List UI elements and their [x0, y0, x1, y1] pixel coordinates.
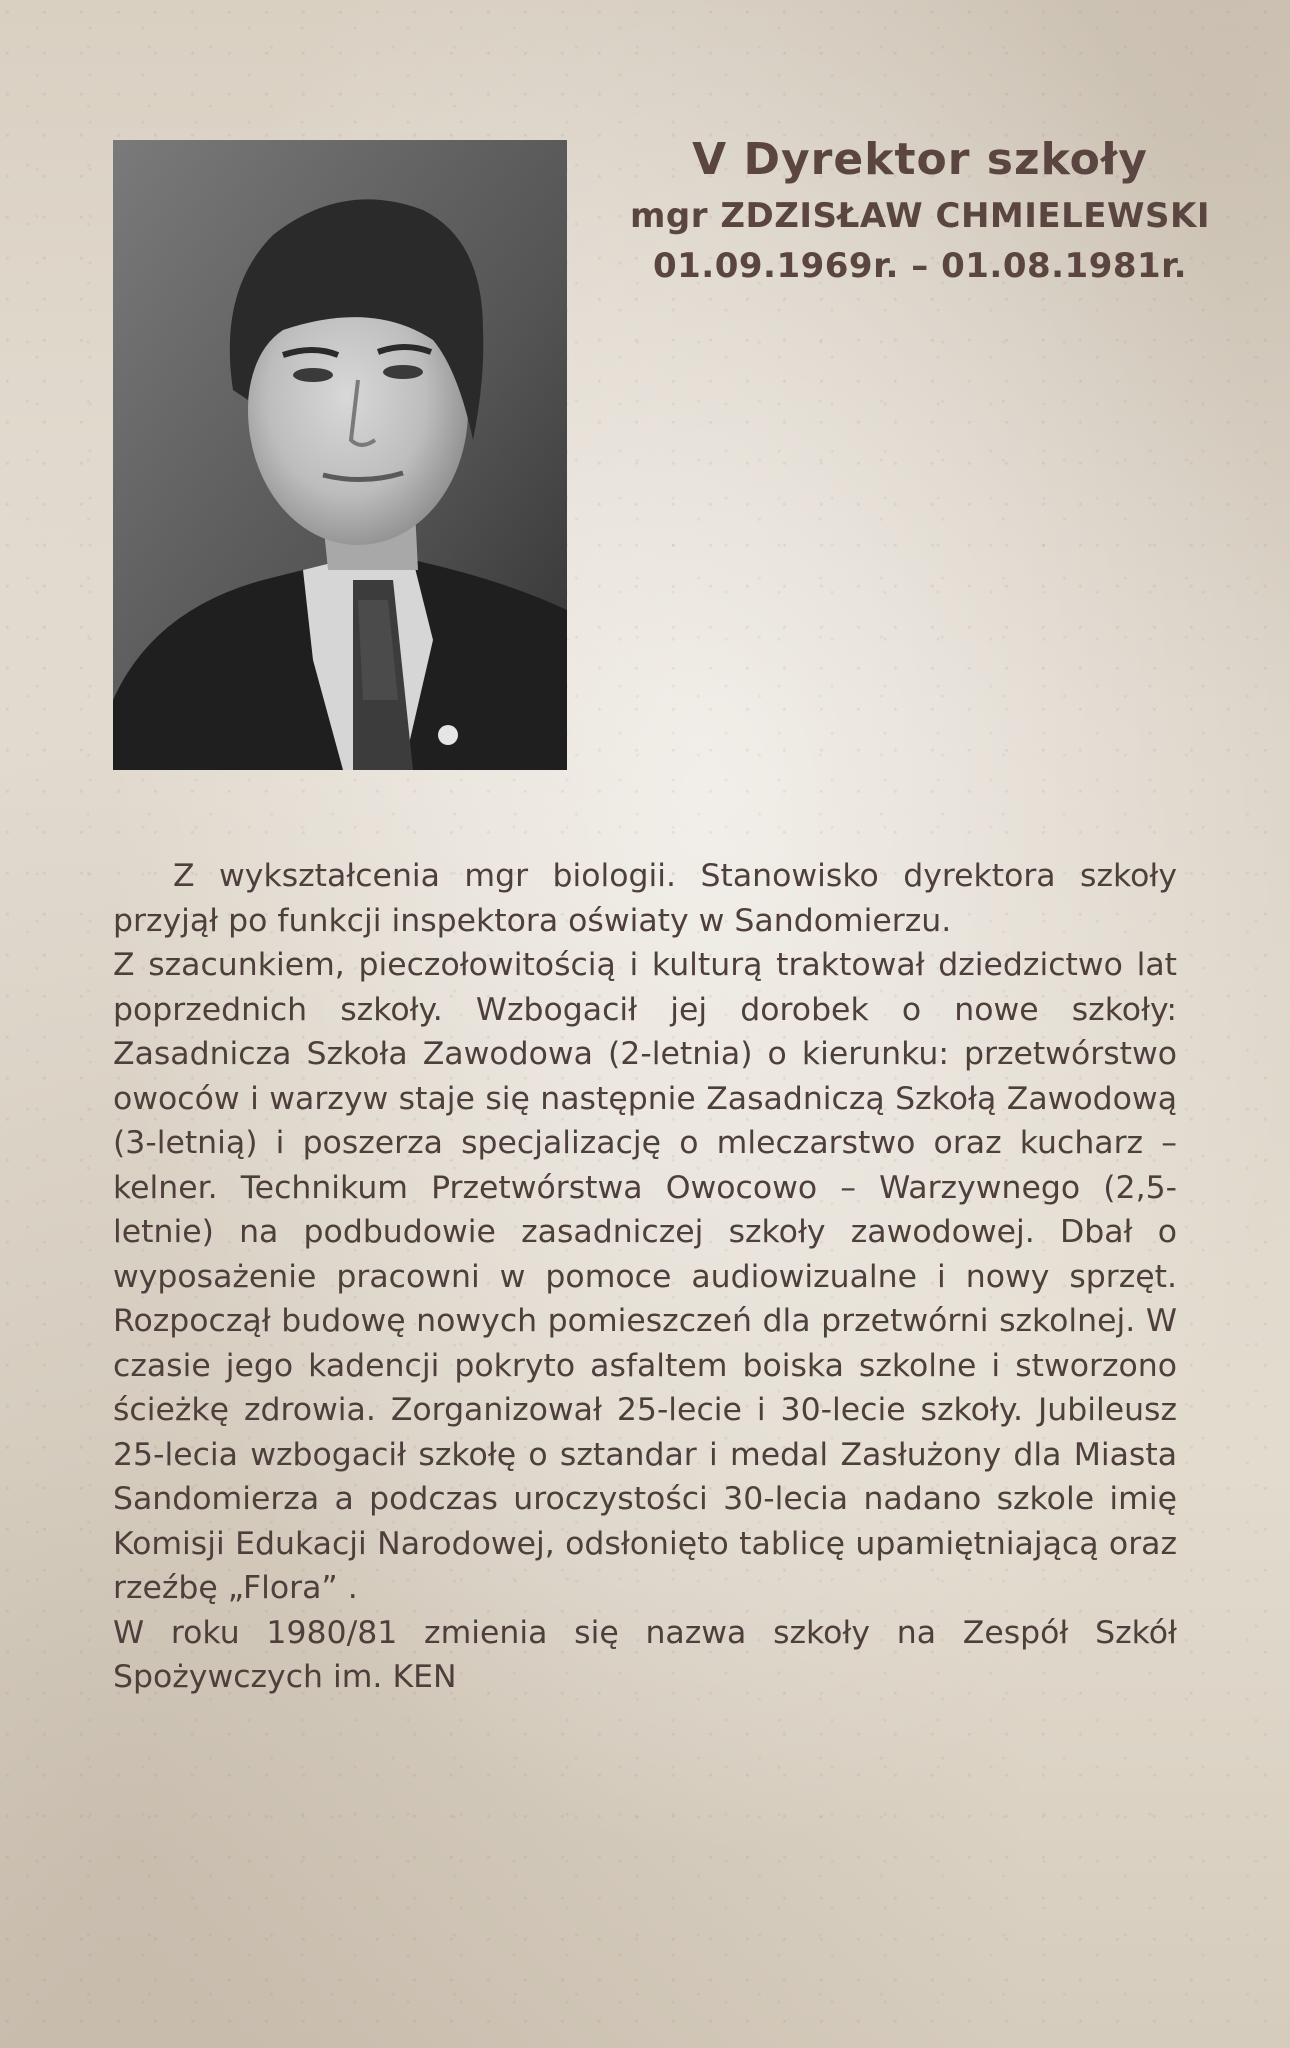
director-name: mgr ZDZISŁAW CHMIELEWSKI [630, 196, 1210, 236]
paragraph-name-change: W roku 1980/81 zmienia się nazwa szkoły na Zespół Szkół Spożywczych im. KEN [113, 1614, 1177, 1695]
paragraph-achievements: Z szacunkiem, pieczołowitością i kulturą traktował dziedzictwo lat poprzednich szkoły. Wzbogacił jej dorobek o nowe szkoły: Zasadnicza Szkoła Zawodowa (2-letnia) o kierunku: przetwórstwo owoców i warzyw staje się następnie Zasadniczą Szkołą Zawodową (3-letnią) i poszerza specjalizację o mleczarstwo oraz kucharz – kelner. Technikum Przetwórstwa Owocowo – Warzywnego (2,5-letnie) na podbudowie zasadniczej szkoły zawodowej. Dbał o wyposażenie pracowni w pomoce audiowizualne i nowy sprzęt. Rozpoczął budowę nowych pomieszczeń dla przetwórni szkolnej. W czasie jego kadencji pokryto asfaltem boiska szkolne i stworzono ścieżkę zdrowia. Zorganizował 25-lecie i 30-lecie szkoły. Jubileusz 25-lecia wzbogacił szkołę o sztandar i medal Zasłużony dla Miasta Sandomierza a podczas uroczystości 30-lecia nadano szkole imię Komisji Edukacji Narodowej, odsłonięto tablicę upamiętniającą oraz rzeźbę „Flora” . [113, 947, 1177, 1606]
biography-text [113, 854, 1177, 1700]
page-title: V Dyrektor szkoły [692, 134, 1148, 185]
tenure-dates: 01.09.1969r. – 01.08.1981r. [652, 246, 1188, 286]
portrait-photo [113, 140, 567, 770]
paragraph-education: Z wykształcenia mgr biologii. Stanowisko dyrektora szkoły przyjął po funkcji inspektora oświaty w Sandomierzu. [113, 858, 1177, 939]
page-header [580, 132, 1260, 290]
